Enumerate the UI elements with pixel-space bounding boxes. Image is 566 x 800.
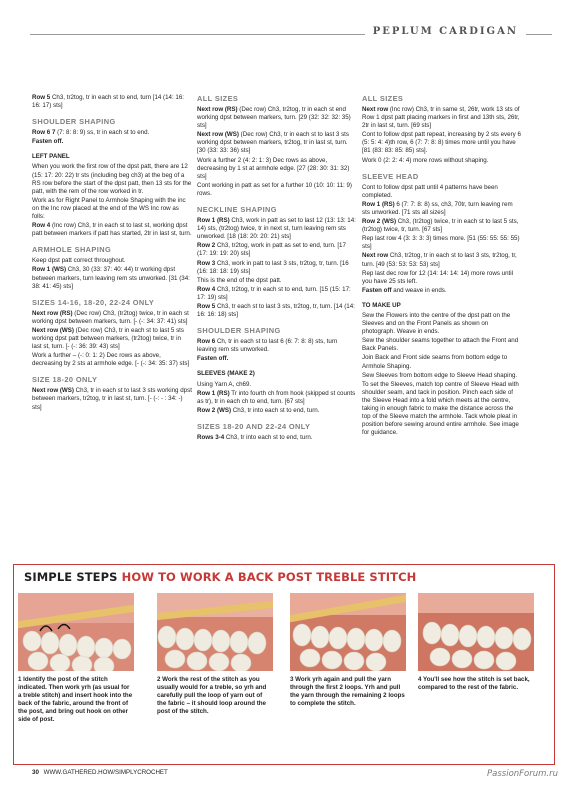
section-heading: SHOULDER SHAPING — [197, 326, 281, 336]
section-heading: SHOULDER SHAPING — [32, 117, 116, 127]
paragraph: Row 2 Ch3, tr2tog, work in patt as set to end, turn. [17 (17: 19: 19: 20) sts] — [197, 242, 346, 258]
paragraph: Using Yarn A, ch69. — [197, 380, 252, 388]
paragraph: Fasten off and weave in ends. — [362, 286, 447, 294]
paragraph: Work 0 (2: 2: 4: 4) more rows without shaping. — [362, 156, 489, 164]
paragraph: When you work the first row of the dpst patt, there are 12 (15: 17: 20: 22) tr sts (including beg ch3) at the beg of a RS row before the start of the dpst patt, then 13 sts for the patt, with the rem of the row worked in tr. — [32, 163, 192, 195]
section-subheading: SLEEVES (MAKE 2) — [197, 370, 255, 378]
paragraph: Sew the shoulder seams together to attach the Front and Back Panels. — [362, 337, 519, 353]
paragraph: Row 6 7 (7: 8: 8: 9) ss, tr in each st to end. — [32, 129, 150, 137]
section-subheading: LEFT PANEL — [32, 153, 70, 161]
section-subheading: TO MAKE UP — [362, 301, 401, 309]
steps-title-red: HOW TO WORK A BACK POST TREBLE STITCH — [121, 570, 417, 584]
paragraph: Row 4 (Inc row) Ch3, tr in each st to last st, working dpst patt between markers if patt has started, 2tr in last st, turn. — [32, 222, 192, 238]
paragraph: Next row (WS) (Dec row) Ch3, tr in each st to last 5 sts working dpst patt between markers, (tr2tog) twice, tr in last st, turn. [- (-: 36: 39: 43) sts] — [32, 326, 184, 351]
paragraph: Rep last dec row for 12 (14: 14: 14: 14) more rows until you have 25 sts left. — [362, 269, 513, 285]
paragraph: Work a further – (-: 0: 1: 2) Dec rows as above, decreasing by 2 sts at armhole edge. [- (-: 34: 35: 37) sts] — [32, 352, 190, 368]
page-header — [0, 0, 566, 48]
section-heading: SIZES 18-20 AND 22-24 ONLY — [197, 421, 311, 431]
step-photo-2 — [157, 593, 273, 671]
step-photo-4 — [418, 593, 534, 671]
section-heading: ALL SIZES — [362, 94, 404, 103]
paragraph: Row 2 (WS) Ch3, (tr2tog) twice, tr in each st to last 5 sts, (tr2tog) twice, tr, turn. [67 sts] — [362, 218, 519, 234]
paragraph: Sew the Flowers into the centre of the dpst patt on the Sleeves and on the Front Panels as shown on photograph. Weave in ends. — [362, 311, 511, 336]
paragraph: Next row (WS) (Dec row) Ch3, tr in each st to last 3 sts working dpst between markers, tr2tog, tr in last st, turn. [30 (33: 33: 36) sts] — [197, 131, 349, 155]
simple-steps-box — [13, 564, 555, 765]
paragraph: Work as for Right Panel to Armhole Shaping with the inc on the Inc row placed at the end of the WS Inc row as folls: — [32, 196, 186, 221]
paragraph: Fasten off. — [32, 138, 64, 146]
crochet-photo — [290, 593, 406, 671]
crochet-photo — [18, 593, 134, 671]
paragraph: Next row (RS) (Dec row) Ch3, tr2tog, tr in each st end working dpst between markers, turn. [29 (32: 32: 32: 35) sts] — [197, 106, 351, 130]
paragraph: Cont working in patt as set for a further 10 (10: 10: 11: 9) rows. — [197, 181, 352, 197]
step-photo-3 — [290, 593, 406, 671]
paragraph: Row 5 Ch3, tr2tog, tr in each st to end, turn [14 (14: 16: 16: 17) sts] — [32, 94, 185, 110]
section-heading: SLEEVE HEAD — [362, 171, 419, 181]
paragraph: Next row Ch3, tr2tog, tr in each st to last 3 sts, tr2tog, tr, turn. [49 (53: 53: 53: 53) sts] — [362, 252, 517, 268]
paragraph: Next row (WS) Ch3, tr in each st to last 3 sts working dpst between markers, tr2tog, tr in last st, turn. [- (-: - : 34: -) sts] — [32, 387, 192, 411]
section-heading: SIZE 18-20 ONLY — [32, 375, 98, 385]
crochet-photo — [157, 593, 273, 671]
paragraph: Cont to follow dpst patt repeat, increasing by 2 sts every 6 (5: 5: 4: 4)th row, 6 (7: 7: 8: 8) times more until you have [81 (83: 83: 85: 85) sts]. — [362, 131, 521, 155]
footer-url[interactable]: WWW.GATHERED.HOW/SIMPLYCROCHET — [43, 769, 168, 776]
paragraph: Fasten off. — [197, 355, 229, 363]
paragraph: Work a further 2 (4: 2: 1: 3) Dec rows as above, decreasing by 1 st at armhole edge. [27 (28: 30: 31: 32) sts] — [197, 156, 350, 180]
paragraph: Row 6 Ch, tr in each st to last 6 (6: 7: 8: 8) sts, turn leaving rem sts unworked. — [197, 338, 338, 354]
paragraph: Row 1 (RS) Ch3, work in patt as set to last 12 (13: 13: 14: 14) sts, (tr2tog) twice, tr in next st, turn leaving rem sts unworked. [18 (18: 20: 20: 21) sts] — [197, 217, 356, 241]
paragraph: Row 2 (WS) Ch3, tr into each st to end, turn. — [197, 406, 320, 414]
section-heading: NECKLINE SHAPING — [197, 205, 277, 215]
step-caption-4: 4 You'll see how the stitch is set back, compared to the rest of the fabric. — [418, 676, 530, 691]
paragraph: This is the end of the dpst patt. — [197, 276, 282, 284]
paragraph: To set the Sleeves, match top centre of Sleeve Head with shoulder seam, and tack in position. Pinch each side of the Sleeve Head into a fold which meets at the centre, taking in enough fabric to make the distance across the top of the Sleeve match the armhole. Tack whole pleat in position before sewing around entire armhole. See image for guidance. — [362, 380, 519, 437]
page-title: PEPLUM CARDIGAN — [365, 26, 526, 37]
paragraph: Sew Sleeves from bottom edge to Sleeve Head shaping. — [362, 371, 518, 379]
paragraph: Row 4 Ch3, tr2tog, tr in each st to end, turn. [15 (15: 17: 17: 19) sts] — [197, 285, 351, 301]
steps-title — [24, 570, 416, 584]
step-photo-1 — [18, 593, 134, 671]
paragraph: Row 1 (RS) 6 (7: 7: 8: 8) ss, ch3, 70tr, turn leaving rem sts unworked. [71 sts all sizes] — [362, 200, 513, 216]
column-1 — [32, 94, 192, 413]
column-3 — [362, 94, 522, 438]
paragraph: Row 1 (RS) Tr into fourth ch from hook (skipped st counts as tr), tr in each ch to end, turn. [67 sts] — [197, 389, 356, 405]
steps-title-black: SIMPLE STEPS — [24, 570, 118, 584]
paragraph: Row 3 Ch3, work in patt to last 3 sts, tr2tog, tr, turn. [16 (16: 18: 18: 19) sts] — [197, 259, 349, 275]
section-heading: ARMHOLE SHAPING — [32, 245, 112, 255]
paragraph: Keep dpst patt correct throughout. — [32, 257, 126, 265]
paragraph: Rows 3-4 Ch3, tr into each st to end, turn. — [197, 433, 313, 441]
watermark: PassionForum.ru — [487, 769, 558, 779]
step-caption-3: 3 Work yrh again and pull the yarn through the first 2 loops. Yrh and pull the yarn through the remaining 2 loops to complete the stitch. — [290, 676, 405, 707]
paragraph: Next row (Inc row) Ch3, tr in same st, 26tr, work 13 sts of Row 1 dpst patt placing markers in first and 13th sts, 26tr, 2tr in last st, turn. [69 sts] — [362, 106, 520, 130]
paragraph: Next row (RS) (Dec row) Ch3, (tr2tog) twice, tr in each st working dpst between markers, turn. [- (-: 34: 37: 41) sts] — [32, 309, 189, 325]
step-caption-1: 1 Identify the post of the stitch indicated. Then work yrh (as usual for a treble stitch) and insert hook into the back of the fabric, around the front of the post, and bring out hook on other side of post. — [18, 676, 133, 723]
step-caption-2: 2 Work the rest of the stitch as you usually would for a treble, so yrh and carefully pull the loop of yarn out of the fabric – it should loop around the post of the stitch. — [157, 676, 267, 715]
section-heading: SIZES 14-16, 18-20, 22-24 ONLY — [32, 297, 155, 307]
paragraph: Join Back and Front side seams from bottom edge to Armhole Shaping. — [362, 354, 508, 370]
paragraph: Row 1 (WS) Ch3, 30 (33: 37: 40: 44) tr working dpst between markers, turn leaving rem sts unworked. [31 (34: 38: 41: 45) sts] — [32, 266, 190, 290]
page-footer — [32, 769, 168, 776]
crochet-photo — [418, 593, 534, 671]
section-heading: ALL SIZES — [197, 94, 239, 103]
paragraph: Rep last row 4 (3: 3: 3: 3) times more. [51 (55: 55: 55: 55) sts] — [362, 235, 520, 251]
page-number: 30 — [32, 769, 39, 776]
paragraph: Row 5 Ch3, tr each st to last 3 sts, tr2tog, tr, turn. [14 (14: 16: 16: 18) sts] — [197, 302, 355, 319]
paragraph: Cont to follow dpst patt until 4 patterns have been completed. — [362, 183, 498, 199]
column-2 — [197, 94, 357, 443]
